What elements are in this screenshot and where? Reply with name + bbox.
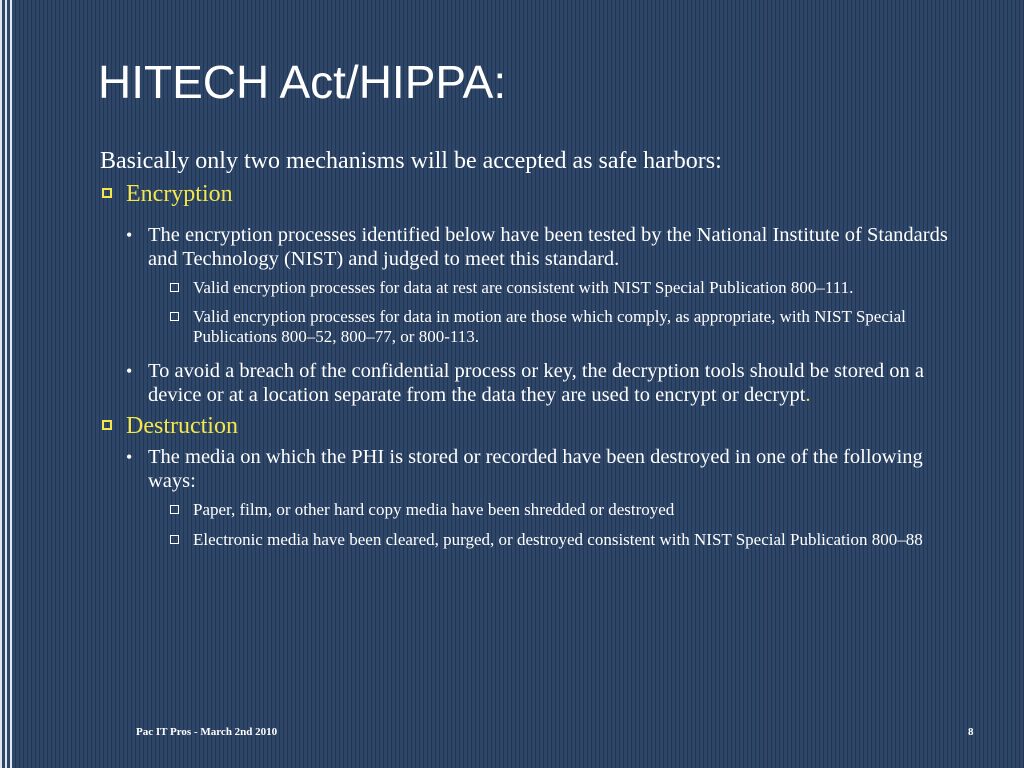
list-item — [100, 307, 960, 347]
hollow-square-icon — [170, 312, 179, 321]
list-item — [100, 278, 960, 298]
subitem-text: Valid encryption processes for data at rest are consistent with NIST Special Publication 800–111. — [193, 278, 854, 297]
list-item — [100, 445, 960, 493]
bullet-text: To avoid a breach of the confidential process or key, the decryption tools should be stored on a device or at a location separate from the data they are used to encrypt or decrypt — [148, 360, 925, 406]
slide-title: HITECH Act/HIPPA: — [98, 56, 507, 108]
list-item — [100, 500, 960, 520]
dot-bullet-icon: • — [126, 447, 133, 467]
dot-bullet-icon: • — [126, 361, 133, 381]
list-item — [100, 530, 960, 550]
bullet-text: The media on which the PHI is stored or recorded have been destroyed in one of the following ways: — [148, 446, 923, 492]
section-heading-label: Encryption — [126, 181, 233, 207]
dot-bullet-icon: • — [126, 225, 133, 245]
section-heading-encryption — [100, 179, 960, 209]
footer-text: Pac IT Pros - March 2nd 2010 — [136, 726, 278, 738]
hollow-square-icon — [102, 188, 112, 198]
section-heading-destruction — [100, 411, 960, 441]
hollow-square-icon — [170, 505, 179, 514]
section-heading-label: Destruction — [126, 413, 238, 439]
subitem-text: Valid encryption processes for data in motion are those which comply, as appropriate, with NIST Special Publications 800–52, 800–77, or 800-113. — [193, 307, 906, 346]
subitem-text: Paper, film, or other hard copy media have been shredded or destroyed — [193, 500, 675, 519]
list-item — [100, 359, 960, 407]
bullet-text: The encryption processes identified below have been tested by the National Institute of Standards and Technology (NIST) and judged to meet this standard. — [148, 224, 948, 270]
left-stripe-decoration — [0, 0, 14, 768]
trailing-punctuation: . — [805, 384, 811, 406]
hollow-square-icon — [170, 535, 179, 544]
hollow-square-icon — [170, 283, 179, 292]
intro-text: Basically only two mechanisms will be accepted as safe harbors: — [100, 148, 722, 174]
list-item — [100, 223, 960, 271]
subitem-text: Electronic media have been cleared, purged, or destroyed consistent with NIST Special Publication 800–88 — [193, 530, 923, 549]
page-number: 8 — [968, 726, 974, 738]
slide-body — [100, 146, 960, 550]
hollow-square-icon — [102, 420, 112, 430]
